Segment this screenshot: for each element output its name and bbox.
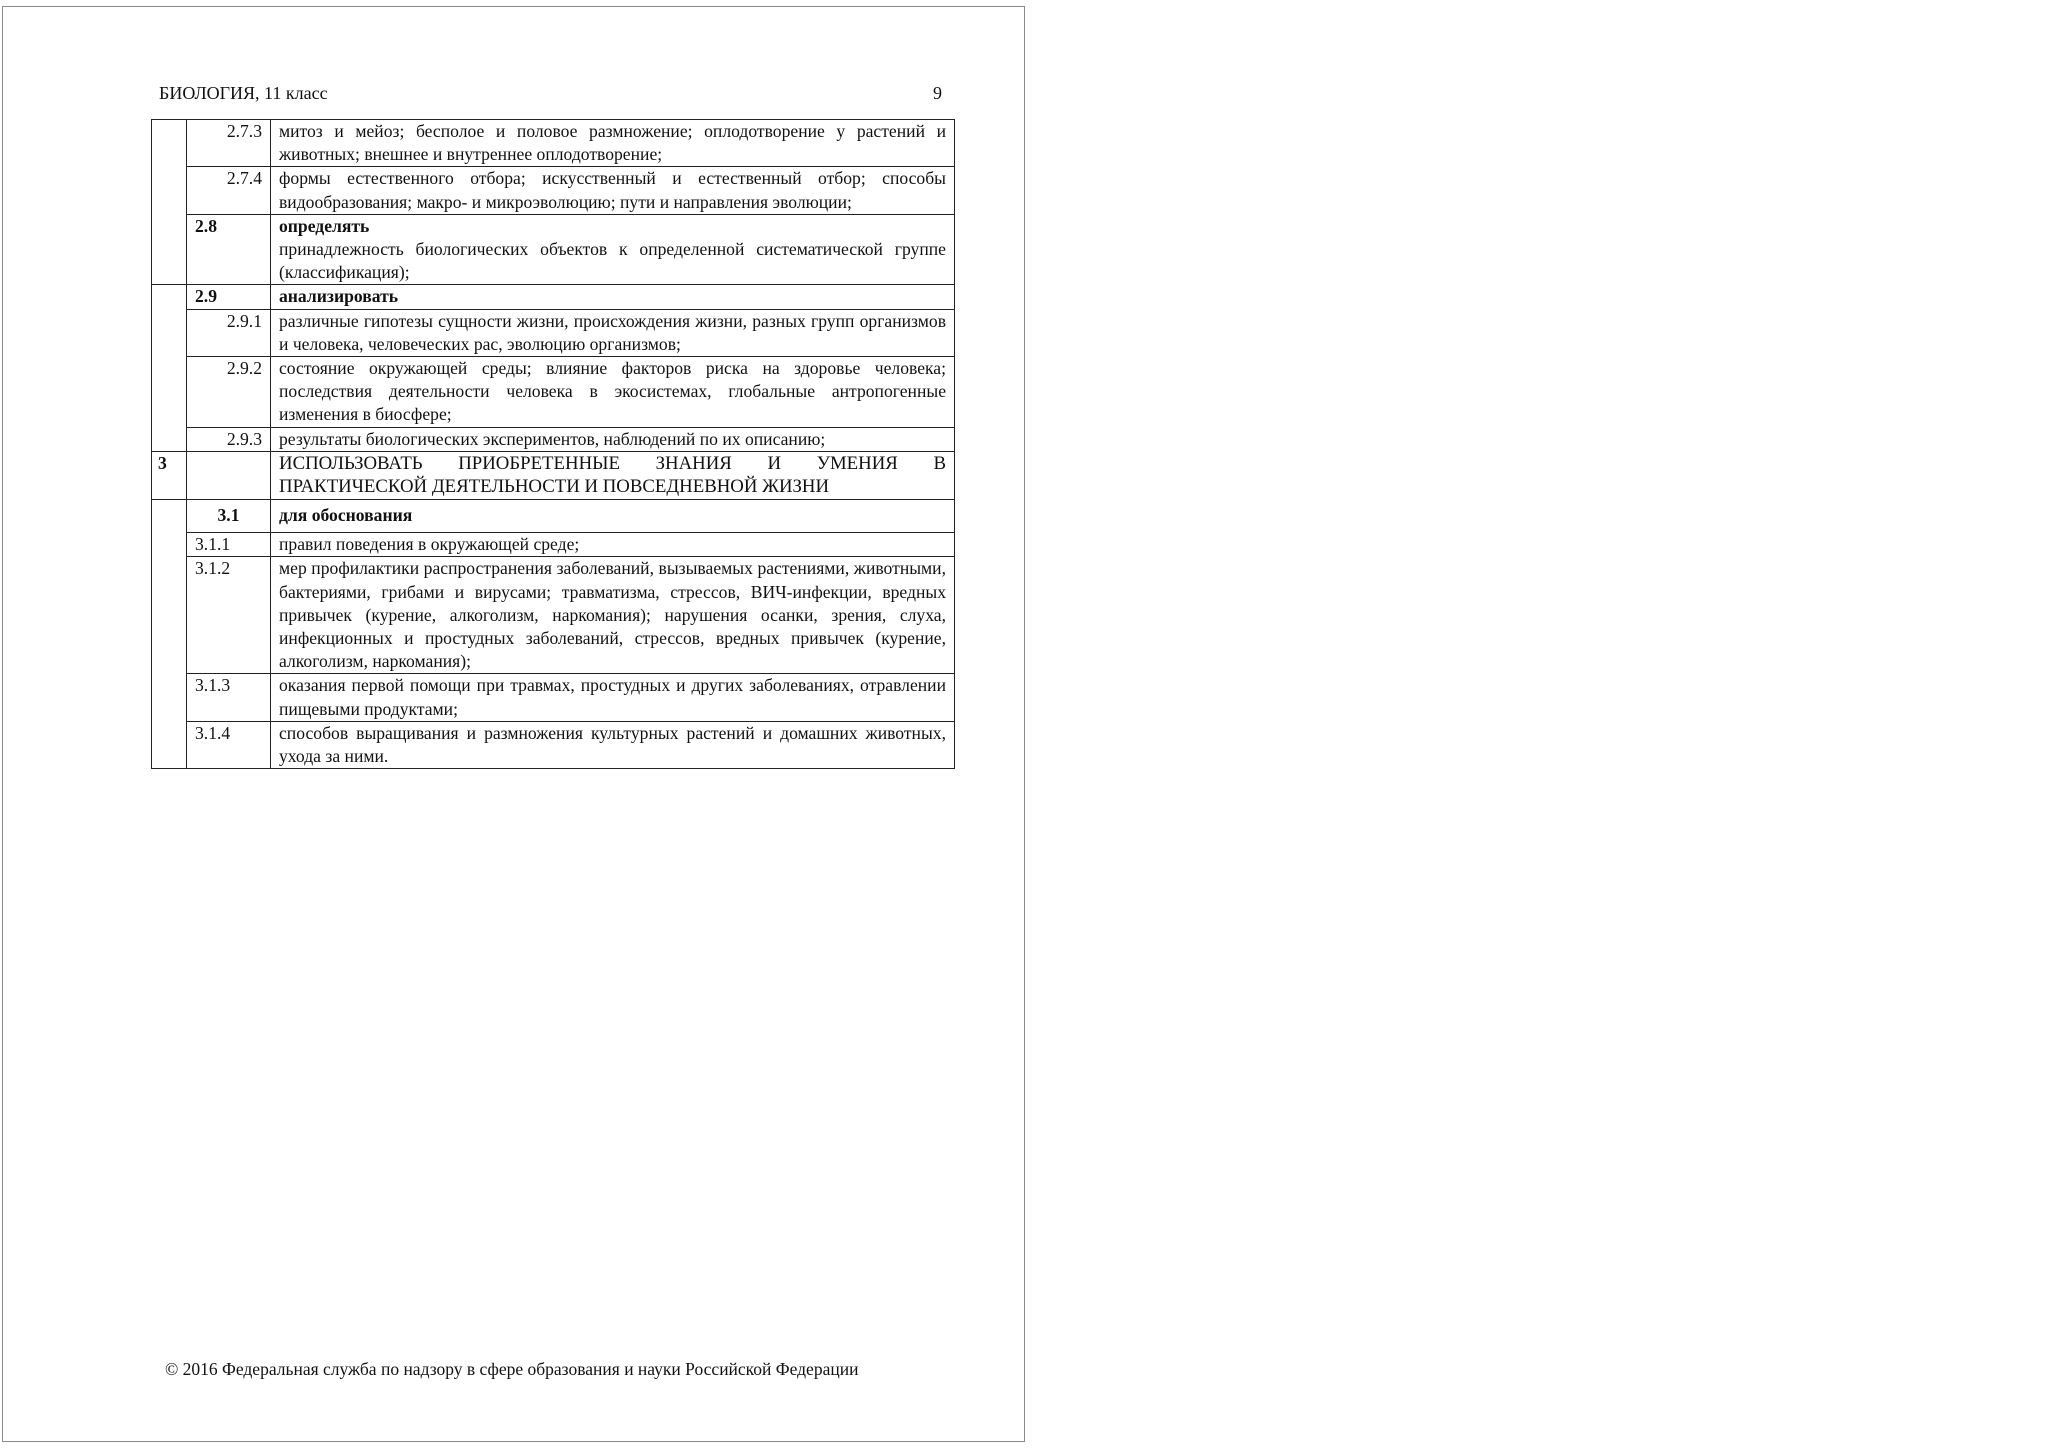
row-code: 2.7.3 [187, 120, 271, 167]
row-group-cell [152, 500, 187, 769]
table-row [152, 721, 955, 768]
table-row [152, 500, 955, 533]
row-heading: анализировать [271, 285, 955, 309]
table-row [152, 674, 955, 721]
section-code: 3 [152, 451, 187, 499]
row-heading: для обоснования [271, 500, 955, 533]
row-text: правил поведения в окружающей среде; [271, 533, 955, 557]
row-text: способов выращивания и размножения культурных растений и домашних животных, ухода за ними. [271, 721, 955, 768]
requirements-table [151, 119, 955, 769]
copyright-footer: © 2016 Федеральная служба по надзору в сфере образования и науки Российской Федерации [165, 1359, 859, 1379]
row-code: 2.9.3 [187, 427, 271, 451]
section-title-line-2: ПРАКТИЧЕСКОЙ ДЕЯТЕЛЬНОСТИ И ПОВСЕДНЕВНОЙ ЖИЗНИ [279, 476, 830, 498]
row-body: принадлежность биологических объектов к определенной систематической группе (классификация); [279, 239, 946, 283]
table-row [152, 557, 955, 674]
row-code: 3.1.3 [187, 674, 271, 721]
row-code: 3.1.1 [187, 533, 271, 557]
section-title-line-1: ИСПОЛЬЗОВАТЬ ПРИОБРЕТЕННЫЕ ЗНАНИЯ И УМЕНИЯ В [279, 452, 946, 474]
document-page [2, 6, 1025, 1442]
table-row [152, 427, 955, 451]
table-row [152, 167, 955, 214]
row-heading: определять [279, 215, 370, 236]
row-text: мер профилактики распространения заболеваний, вызываемых растениями, животными, бактериями, грибами и вирусами; травматизма, стрессов, ВИЧ-инфекции, вредных привычек (курение, алкоголизм, наркомания); нарушения осанки, зрения, слуха, инфекционных и простудных заболеваний, стрессов, вредных привычек (курение, алкоголизм, наркомания); [271, 557, 955, 674]
row-text: различные гипотезы сущности жизни, происхождения жизни, разных групп организмов и человека, человеческих рас, эволюцию организмов; [271, 309, 955, 356]
row-text: формы естественного отбора; искусственный и естественный отбор; способы видообразования; макро- и микроэволюцию; пути и направления эволюции; [271, 167, 955, 214]
table-row [152, 357, 955, 428]
row-code: 2.7.4 [187, 167, 271, 214]
table-row [152, 285, 955, 309]
row-group-cell [152, 120, 187, 285]
page-number: 9 [933, 83, 942, 103]
row-text: результаты биологических экспериментов, наблюдений по их описанию; [271, 427, 955, 451]
section-title [271, 451, 955, 499]
row-text [271, 214, 955, 285]
row-code: 2.9.1 [187, 309, 271, 356]
row-code: 2.9 [187, 285, 271, 309]
row-text: митоз и мейоз; бесполое и половое размножение; оплодотворение у растений и животных; внешнее и внутреннее оплодотворение; [271, 120, 955, 167]
row-code: 3.1.4 [187, 721, 271, 768]
row-code-empty [187, 451, 271, 499]
row-text: оказания первой помощи при травмах, простудных и других заболеваниях, отравлении пищевыми продуктами; [271, 674, 955, 721]
table-row [152, 533, 955, 557]
table-row [152, 120, 955, 167]
row-code: 2.9.2 [187, 357, 271, 428]
row-code: 2.8 [187, 214, 271, 285]
table-row-section [152, 451, 955, 499]
row-group-cell [152, 285, 187, 451]
row-code: 3.1.2 [187, 557, 271, 674]
row-text: состояние окружающей среды; влияние факторов риска на здоровье человека; последствия деятельности человека в экосистемах, глобальные антропогенные изменения в биосфере; [271, 357, 955, 428]
header-subject: БИОЛОГИЯ, 11 класс [159, 83, 328, 103]
row-code: 3.1 [187, 500, 271, 533]
table-row [152, 214, 955, 285]
table-row [152, 309, 955, 356]
